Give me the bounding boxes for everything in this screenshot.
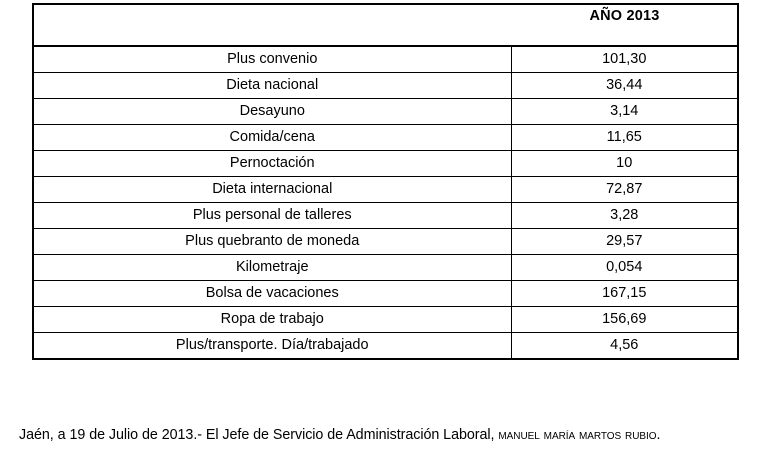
amount-cell: 167,15 bbox=[511, 281, 738, 307]
amount-cell: 36,44 bbox=[511, 73, 738, 99]
table-row bbox=[33, 73, 738, 99]
rates-table bbox=[32, 3, 739, 360]
amount-cell: 156,69 bbox=[511, 307, 738, 333]
amount-cell: 0,054 bbox=[511, 255, 738, 281]
concept-cell: Plus personal de talleres bbox=[33, 203, 511, 229]
footer-suffix-text: . bbox=[656, 427, 661, 443]
table-row bbox=[33, 203, 738, 229]
table-row bbox=[33, 333, 738, 360]
footer-signer-name: manuel maría martos rubio bbox=[498, 427, 657, 443]
concept-cell: Pernoctación bbox=[33, 151, 511, 177]
amount-cell: 3,14 bbox=[511, 99, 738, 125]
amount-cell: 4,56 bbox=[511, 333, 738, 360]
concept-cell: Ropa de trabajo bbox=[33, 307, 511, 333]
concept-cell: Comida/cena bbox=[33, 125, 511, 151]
table-row bbox=[33, 307, 738, 333]
rates-table-container bbox=[32, 3, 737, 360]
amount-cell: 101,30 bbox=[511, 46, 738, 73]
table-row bbox=[33, 177, 738, 203]
concept-cell: Kilometraje bbox=[33, 255, 511, 281]
table-header-row bbox=[33, 4, 738, 46]
concept-cell: Dieta nacional bbox=[33, 73, 511, 99]
table-row bbox=[33, 125, 738, 151]
footer-prefix-text: Jaén, a 19 de Julio de 2013.- El Jefe de Servicio de Administración Laboral, bbox=[19, 427, 499, 443]
amount-cell: 3,28 bbox=[511, 203, 738, 229]
table-row bbox=[33, 99, 738, 125]
concept-cell: Bolsa de vacaciones bbox=[33, 281, 511, 307]
table-header-cell bbox=[33, 4, 738, 46]
footer-signature-line bbox=[19, 425, 764, 445]
table-row bbox=[33, 151, 738, 177]
amount-cell: 29,57 bbox=[511, 229, 738, 255]
amount-cell: 11,65 bbox=[511, 125, 738, 151]
table-row bbox=[33, 281, 738, 307]
concept-cell: Dieta internacional bbox=[33, 177, 511, 203]
table-body bbox=[33, 46, 738, 359]
amount-cell: 72,87 bbox=[511, 177, 738, 203]
concept-cell: Plus quebranto de moneda bbox=[33, 229, 511, 255]
amount-cell: 10 bbox=[511, 151, 738, 177]
table-row bbox=[33, 229, 738, 255]
table-head bbox=[33, 4, 738, 46]
concept-cell: Plus convenio bbox=[33, 46, 511, 73]
table-row bbox=[33, 46, 738, 73]
table-row bbox=[33, 255, 738, 281]
concept-cell: Plus/transporte. Día/trabajado bbox=[33, 333, 511, 360]
year-column-header: AÑO 2013 bbox=[589, 8, 660, 24]
concept-cell: Desayuno bbox=[33, 99, 511, 125]
